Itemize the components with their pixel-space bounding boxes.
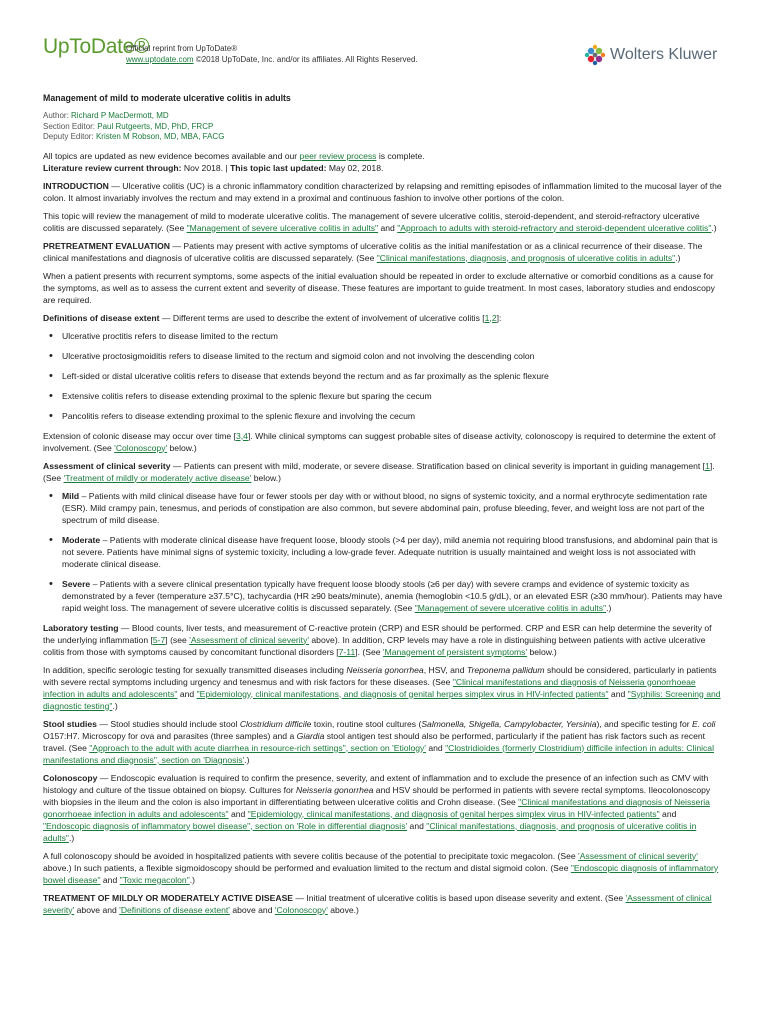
reference-link[interactable]: 5-7 xyxy=(152,634,166,645)
reprint-header xyxy=(0,0,768,80)
update-text-end: is complete. xyxy=(376,150,425,161)
italic-text: Neisseria gonorrhea xyxy=(346,664,424,675)
extent-list xyxy=(43,330,723,422)
toxic-megacolon-link[interactable]: "Toxic megacolon" xyxy=(119,874,190,885)
italic-text: Neisseria gonorrhea xyxy=(296,784,374,795)
intro-paragraph xyxy=(43,180,723,204)
text: — Blood counts, liver tests, and measurement of C-reactive protein (CRP) and ESR should be performed. CRP and ESR can help determine the severity of the underlying inflammation [ xyxy=(43,622,712,645)
extent-link[interactable]: 'Definitions of disease extent' xyxy=(119,904,230,915)
colonoscopy-link[interactable]: 'Colonoscopy' xyxy=(114,442,168,453)
text: ), and specific testing for xyxy=(596,718,693,729)
italic-text: Giardia xyxy=(296,730,325,741)
text: below.) xyxy=(251,472,281,483)
severity-paragraph xyxy=(43,460,723,484)
lit-review-date: Nov 2018. | xyxy=(181,162,231,173)
text: ]. While clinical symptoms can suggest probable sites of disease activity, colonoscopy is required to determine the extent of involvement. (See xyxy=(43,430,716,453)
lit-review-label: Literature review current through: xyxy=(43,162,182,173)
lab-paragraph xyxy=(43,622,723,658)
text: — Different terms are used to describe the extent of involvement of ulcerative colitis [ xyxy=(159,312,485,323)
author-row xyxy=(43,111,723,122)
list-item: • Ulcerative proctitis refers to disease limited to the rectum xyxy=(43,330,723,342)
reprint-line: Official reprint from UpToDate® xyxy=(126,44,238,53)
text: stool antigen test should also be performed, particularly if the patient has risk factors such as recent travel. (See xyxy=(43,730,706,753)
italic-text: Salmonella, Shigella, Campylobacter, Yersinia xyxy=(421,718,597,729)
update-text: All topics are updated as new evidence becomes available and our xyxy=(43,150,300,161)
reference-link[interactable]: 1,2 xyxy=(484,312,497,323)
clinical-manifestations-link[interactable]: "Clinical manifestations, diagnosis, and prognosis of ulcerative colitis in adults" xyxy=(376,252,676,263)
deputy-editor-row xyxy=(43,132,723,143)
intro-heading: INTRODUCTION xyxy=(43,180,109,191)
text: should be considered, particularly in patients with severe rectal symptoms including urgency and tenesmus and with risk factors for these diseases. (See xyxy=(43,664,717,687)
colonoscopy-paragraph-2 xyxy=(43,850,723,886)
copyright-text: ©2018 UpToDate, Inc. and/or its affiliates. All Rights Reserved. xyxy=(193,54,418,64)
endoscopic-diagnosis-link[interactable]: "Endoscopic diagnosis of inflammatory bowel disease" xyxy=(43,862,719,885)
text: Extension of colonic disease may occur over time [ xyxy=(43,430,236,441)
text: – Patients with mild clinical disease have four or fewer stools per day with or without blood, no signs of systemic toxicity, and a normal erythrocyte sedimentation rate (ESR). Mild crampy pain, tenesmus, and periods of constipation are also common, but severe abdominal pain, profuse bleeding, fever, and weight loss are not part of the spectrum of mild disease. xyxy=(62,490,708,525)
text: ]: xyxy=(496,312,502,323)
reprint-notice xyxy=(126,44,418,65)
list-item: • Left-sided or distal ulcerative colitis refers to disease that extends beyond the rectum and as far proximally as the splenic flexure xyxy=(43,370,723,382)
text: and xyxy=(659,808,677,819)
text: above.) In such patients, a flexible sigmoidoscopy should be performed and evaluation limited to the rectum and distal sigmoid colon. (See xyxy=(43,862,571,873)
severity-link[interactable]: 'Assessment of clinical severity' xyxy=(43,892,712,915)
text: — Stool studies should include stool xyxy=(96,718,240,729)
cdiff-link[interactable]: "Clostridioides (formerly Clostridium) difficile infection in adults: Clinical manifestations and diagnosis", section on 'Diagnosis' xyxy=(43,742,714,765)
list-item-mild xyxy=(43,490,723,526)
text: This topic will review the management of mild to moderate ulcerative colitis. The management of severe ulcerative colitis, steroid-dependent, and steroid-refractory ulcerative colitis are discussed separately. (See xyxy=(43,210,700,233)
moderate-label: Moderate xyxy=(62,534,101,545)
gonorrhoeae-link[interactable]: "Clinical manifestations and diagnosis of Neisseria gonorrhoeae infection in adults and adolescents" xyxy=(43,796,710,819)
steroid-refractory-link[interactable]: "Approach to adults with steroid-refractory and steroid-dependent ulcerative colitis" xyxy=(397,222,712,233)
text: – Patients with moderate clinical disease have frequent loose, bloody stools (>4 per day), mild anemia not requiring blood transfusions, and abdominal pain that is not severe. Patients have minimal signs of systemic toxicity, including a low-grade fever. Adequate nutrition is usually maintained and weight loss is not associated with moderate clinical disease. xyxy=(62,534,718,569)
severity-heading: Assessment of clinical severity xyxy=(43,460,171,471)
text: ]. (See xyxy=(43,460,715,483)
text: – Patients with a severe clinical presentation typically have frequent loose bloody stools (≥6 per day) with severe cramps and evidence of systemic toxicity as demonstrated by a fever (temperature ≥37.5°C), tachycardia (HR ≥90 beats/minute), anemia (hemoglobin <10.5 g/dL), or an elevated ESR (≥30 mm/hour). Patients may have rapid weight loss. The management of severe ulcerative colitis is discussed separately. (See xyxy=(62,578,723,613)
extent-paragraph xyxy=(43,312,723,324)
text: and xyxy=(100,874,120,885)
pretreatment-paragraph xyxy=(43,240,723,264)
text: O157:H7. Microscopy for ova and parasites (three samples) and a xyxy=(43,730,297,741)
last-updated-label: This topic last updated: xyxy=(230,162,327,173)
text: above and xyxy=(74,904,120,915)
pretreatment-paragraph-2: When a patient presents with recurrent symptoms, some aspects of the initial evaluation should be repeated in order to exclude alternative or comorbid conditions as a cause for the symptoms, as well as to assess the current extent and severity of disease. These features are important to guide treatment. In most cases, laboratory studies and endoscopy are required. xyxy=(43,270,715,305)
italic-text: E. coli xyxy=(692,718,716,729)
deputy-editor-label: Deputy Editor: xyxy=(43,132,94,141)
article-authors xyxy=(43,111,723,143)
section-editor-link[interactable]: Paul Rutgeerts, MD, PhD, FRCP xyxy=(97,121,214,131)
text: In addition, specific serologic testing for sexually transmitted diseases including xyxy=(43,664,347,675)
text: .) xyxy=(711,222,717,233)
text: .) xyxy=(112,700,118,711)
text: above.) xyxy=(327,904,359,915)
persistent-symptoms-link[interactable]: 'Management of persistent symptoms' xyxy=(382,646,528,657)
text: and xyxy=(177,688,197,699)
wolters-kluwer-mark-icon xyxy=(584,44,606,66)
intro-paragraph-2 xyxy=(43,210,723,234)
herpes-link[interactable]: "Epidemiology, clinical manifestations, and diagnosis of genital herpes simplex virus in HIV-infected patients" xyxy=(196,688,609,699)
section-editor-label: Section Editor: xyxy=(43,121,96,131)
colonoscopy-paragraph xyxy=(43,772,723,844)
text: and xyxy=(378,222,398,233)
text: ] (see xyxy=(165,634,190,645)
update-notice xyxy=(43,150,723,174)
text: and HSV should be performed in patients with severe rectal symptoms. Ileocolonoscopy with biopsies in the ileum and the colon is also important in differentiating between ulcerative colitis and Crohn disease. (See xyxy=(43,784,711,807)
author-link[interactable]: Richard P MacDermott, MD xyxy=(71,111,169,120)
herpes-link[interactable]: "Epidemiology, clinical manifestations, and diagnosis of genital herpes simplex virus in HIV-infected patients" xyxy=(247,808,660,819)
stool-heading: Stool studies xyxy=(43,718,97,729)
endoscopic-diagnosis-link[interactable]: "Endoscopic diagnosis of inflammatory bowel disease", section on 'Role in differential diagnosis' xyxy=(43,820,408,831)
text: and xyxy=(228,808,248,819)
text: above). In addition, CRP levels may have a role in distinguishing between patients with active ulcerative colitis from those with symptoms caused by concomitant functional disorders [ xyxy=(43,634,706,657)
article-body xyxy=(43,92,723,922)
lab-heading: Laboratory testing xyxy=(43,622,119,633)
text: A full colonoscopy should be avoided in hospitalized patients with severe colitis because of the potential to precipitate toxic megacolon. (See xyxy=(43,850,579,861)
reference-link[interactable]: 3,4 xyxy=(235,430,248,441)
text: , HSV, and xyxy=(423,664,467,675)
text: above and xyxy=(229,904,275,915)
publisher-name: Wolters Kluwer xyxy=(610,46,718,63)
gonorrhoeae-link[interactable]: "Clinical manifestations and diagnosis of Neisseria gonorrhoeae infection in adults and adolescents" xyxy=(43,676,696,699)
list-item: • Pancolitis refers to disease extending proximal to the splenic flexure and involving the cecum xyxy=(43,410,723,422)
treatment-paragraph xyxy=(43,892,723,916)
stool-paragraph xyxy=(43,718,723,766)
clinical-manifestations-link[interactable]: "Clinical manifestations, diagnosis, and prognosis of ulcerative colitis in adults" xyxy=(43,820,697,843)
wolters-kluwer-logo[interactable] xyxy=(584,44,717,66)
uptodate-logo[interactable]: UpToDate® xyxy=(43,35,150,58)
peer-review-link[interactable]: peer review process xyxy=(299,150,377,161)
severe-uc-link[interactable]: "Management of severe ulcerative colitis in adults" xyxy=(414,602,607,613)
treatment-heading: TREATMENT OF MILDLY OR MODERATELY ACTIVE DISEASE xyxy=(43,892,294,903)
uptodate-url-link[interactable]: www.uptodate.com xyxy=(126,54,194,64)
italic-text: Treponema pallidum xyxy=(466,664,545,675)
severity-link[interactable]: 'Assessment of clinical severity' xyxy=(189,634,310,645)
italic-text: Clostridium difficile xyxy=(239,718,312,729)
extent-after-paragraph xyxy=(43,430,723,454)
text: .) xyxy=(606,602,612,613)
text: .) xyxy=(675,252,681,263)
severe-uc-link[interactable]: "Management of severe ulcerative colitis in adults" xyxy=(186,222,379,233)
extent-heading: Definitions of disease extent xyxy=(43,312,160,323)
text: — Initial treatment of ulcerative colitis is based upon disease severity and extent. (See xyxy=(293,892,626,903)
text: toxin, routine stool cultures ( xyxy=(311,718,422,729)
section-editor-row xyxy=(43,122,723,133)
article-title: Management of mild to moderate ulcerative colitis in adults xyxy=(43,93,291,103)
text: and xyxy=(407,820,427,831)
severe-label: Severe xyxy=(62,578,91,589)
text: .) xyxy=(68,832,75,843)
text: — Patients may present with active symptoms of ulcerative colitis as the initial manifestation or as a clinical recurrence of their disease. The clinical manifestations and diagnosis of ulcerative colitis are discussed separately. (See xyxy=(43,240,703,263)
text: — Endoscopic evaluation is required to confirm the presence, severity, and extent of inflammation and to exclude the presence of an infection such as CMV with histology and culture of the tissue obtained on biopsy. Cultures for xyxy=(43,772,709,795)
intro-text: — Ulcerative colitis (UC) is a chronic inflammatory condition characterized by relapsing and remitting episodes of inflammation limited to the mucosal layer of the colon. It almost invariably involves the rectum and may extend in a proximal and continuous fashion to involve other portions of the colon. xyxy=(43,180,722,203)
syphilis-link[interactable]: "Syphilis: Screening and diagnostic testing" xyxy=(43,688,721,711)
pretreatment-heading: PRETREATMENT EVALUATION xyxy=(43,240,170,251)
serology-paragraph xyxy=(43,664,723,712)
list-item-moderate xyxy=(43,534,723,570)
list-item: • Extensive colitis refers to disease extending proximal to the splenic flexure but sparing the cecum xyxy=(43,390,723,402)
acute-diarrhea-link[interactable]: "Approach to the adult with acute diarrhea in resource-rich settings", section on 'Etiology' xyxy=(89,742,426,753)
text: and xyxy=(608,688,628,699)
text: — Patients can present with mild, moderate, or severe disease. Stratification based on clinical severity is important in guiding management [ xyxy=(170,460,706,471)
text: below.) xyxy=(527,646,557,657)
list-item-severe xyxy=(43,578,723,614)
text: ]. (See xyxy=(355,646,383,657)
text: below.) xyxy=(167,442,197,453)
colonoscopy-link[interactable]: 'Colonoscopy' xyxy=(274,904,328,915)
severity-list xyxy=(43,490,723,614)
treatment-link[interactable]: 'Treatment of mildly or moderately active disease' xyxy=(63,472,252,483)
text: .) xyxy=(189,874,195,885)
reference-link[interactable]: 7-11 xyxy=(338,646,356,657)
list-item: • Ulcerative proctosigmoiditis refers to disease limited to the rectum and sigmoid colon and not involving the descending colon xyxy=(43,350,723,362)
author-label: Author: xyxy=(43,111,69,120)
deputy-editor-link[interactable]: Kristen M Robson, MD, MBA, FACG xyxy=(95,132,225,141)
colonoscopy-heading: Colonoscopy xyxy=(43,772,98,783)
severity-link[interactable]: 'Assessment of clinical severity' xyxy=(578,850,698,861)
last-updated-date: May 02, 2018. xyxy=(326,162,384,173)
reference-link[interactable]: 1 xyxy=(705,460,710,471)
text: .) xyxy=(244,754,250,765)
text: and xyxy=(425,742,446,753)
mild-label: Mild xyxy=(62,490,80,501)
reprint-copyright-line xyxy=(126,55,418,66)
